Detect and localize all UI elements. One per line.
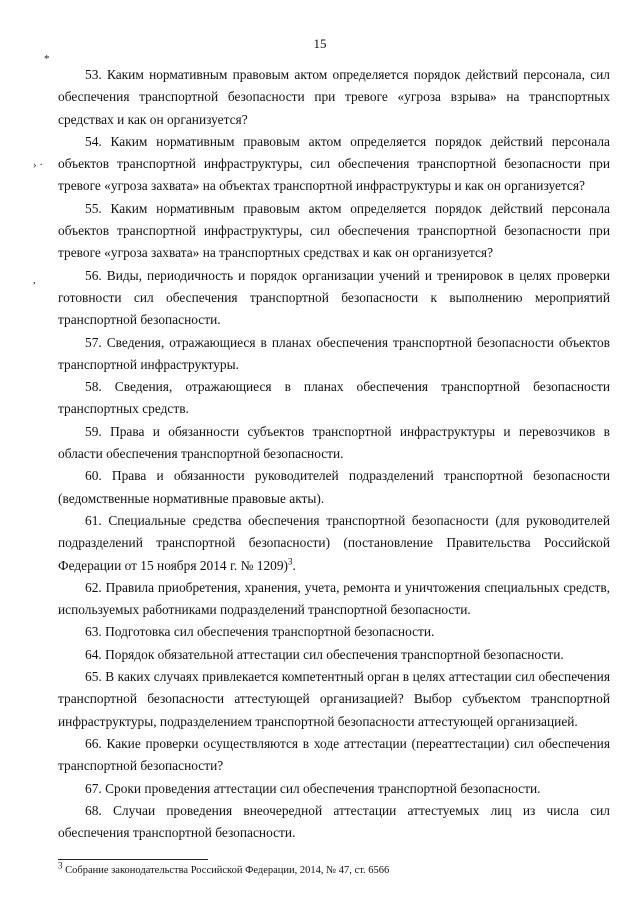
paragraph-text: 56. Виды, периодичность и порядок организации учений и тренировок в целях проверки готовности сил обеспечения транспортной безопасности к выполнению мероприятий транспортной безопасности. xyxy=(58,267,610,328)
paragraph-56 xyxy=(58,265,610,332)
footnote-marker: 3 xyxy=(58,860,63,871)
paragraph-text: 53. Каким нормативным правовым актом определяется порядок действий персонала, сил обеспечения транспортной безопасности при тревоге «угроза взрыва» на транспортных средствах и как он организуется? xyxy=(58,67,610,127)
footnote-separator xyxy=(58,859,208,860)
paragraph-65 xyxy=(58,666,610,733)
footnote-reference: 3 xyxy=(288,556,293,567)
paragraph-text: 61. Специальные средства обеспечения транспортной безопасности (для руководителей подразделений транспортной безопасности) (постановление Правительства Российской Федерации от 15 ноября 2014 г. № 1209) xyxy=(58,512,610,573)
margin-mark: , xyxy=(33,274,36,286)
paragraph-53 xyxy=(58,64,610,131)
paragraph-61 xyxy=(58,510,610,577)
page-number: 15 xyxy=(313,36,327,51)
paragraph-68 xyxy=(58,800,610,845)
paragraph-57 xyxy=(58,332,610,377)
paragraph-63 xyxy=(58,621,610,643)
paragraph-text: 60. Права и обязанности руководителей подразделений транспортной безопасности (ведомственные нормативные правовые акты). xyxy=(58,468,610,506)
paragraph-text: 62. Правила приобретения, хранения, учета, ремонта и уничтожения специальных средств, используемых работниками подразделений транспортной безопасности. xyxy=(58,579,610,618)
paragraph-text: 66. Какие проверки осуществляются в ходе аттестации (переаттестации) сил обеспечения транспортной безопасности? xyxy=(58,735,610,774)
footnote xyxy=(58,860,610,877)
body-text xyxy=(58,64,610,844)
paragraph-text: 55. Каким нормативным правовым актом определяется порядок действий персонала объектов транспортной инфраструктуры, сил обеспечения транспортной безопасности при тревоге «угроза захвата» на транспортных средствах и как он организуется? xyxy=(58,200,610,261)
margin-mark: * xyxy=(44,53,50,65)
paragraph-64 xyxy=(58,644,610,666)
paragraph-text: 59. Права и обязанности субъектов транспортной инфраструктуры и перевозчиков в области обеспечения транспортной безопасности. xyxy=(58,423,610,462)
paragraph-text: 68. Случаи проведения внеочередной аттестации аттестуемых лиц из числа сил обеспечения транспортной безопасности. xyxy=(58,802,610,841)
paragraph-text: 57. Сведения, отражающиеся в планах обеспечения транспортной безопасности объектов транспортной инфраструктуры. xyxy=(58,334,610,372)
paragraph-59 xyxy=(58,421,610,466)
margin-mark: › · xyxy=(33,159,44,171)
paragraph-67 xyxy=(58,778,610,800)
paragraph-text: 67. Сроки проведения аттестации сил обеспечения транспортной безопасности. xyxy=(85,780,541,796)
paragraph-text: 63. Подготовка сил обеспечения транспортной безопасности. xyxy=(85,624,435,640)
paragraph-66 xyxy=(58,733,610,778)
paragraph-text: 58. Сведения, отражающиеся в планах обеспечения транспортной безопасности транспортных средств. xyxy=(58,379,610,417)
paragraph-text: 64. Порядок обязательной аттестации сил обеспечения транспортной безопасности. xyxy=(85,646,564,662)
footnote-text: Собрание законодательства Российской Федерации, 2014, № 47, ст. 6566 xyxy=(62,865,390,876)
paragraph-54 xyxy=(58,131,610,198)
paragraph-text-end: . xyxy=(292,557,296,573)
paragraph-text: 54. Каким нормативным правовым актом определяется порядок действий персонала объектов транспортной инфраструктуры, сил обеспечения транспортной безопасности при тревоге «угроза захвата» на объектах транспортной инфраструктуры и как он организуется? xyxy=(58,133,610,194)
paragraph-text: 65. В каких случаях привлекается компетентный орган в целях аттестации сил обеспечения транспортной безопасности аттестующей организацией? Выбор субъектом транспортной инфраструктуры, подразделением транспортной безопасности аттестующей организацией. xyxy=(58,669,610,729)
paragraph-60 xyxy=(58,465,610,510)
paragraph-58 xyxy=(58,376,610,421)
paragraph-55 xyxy=(58,198,610,265)
paragraph-62 xyxy=(58,577,610,622)
